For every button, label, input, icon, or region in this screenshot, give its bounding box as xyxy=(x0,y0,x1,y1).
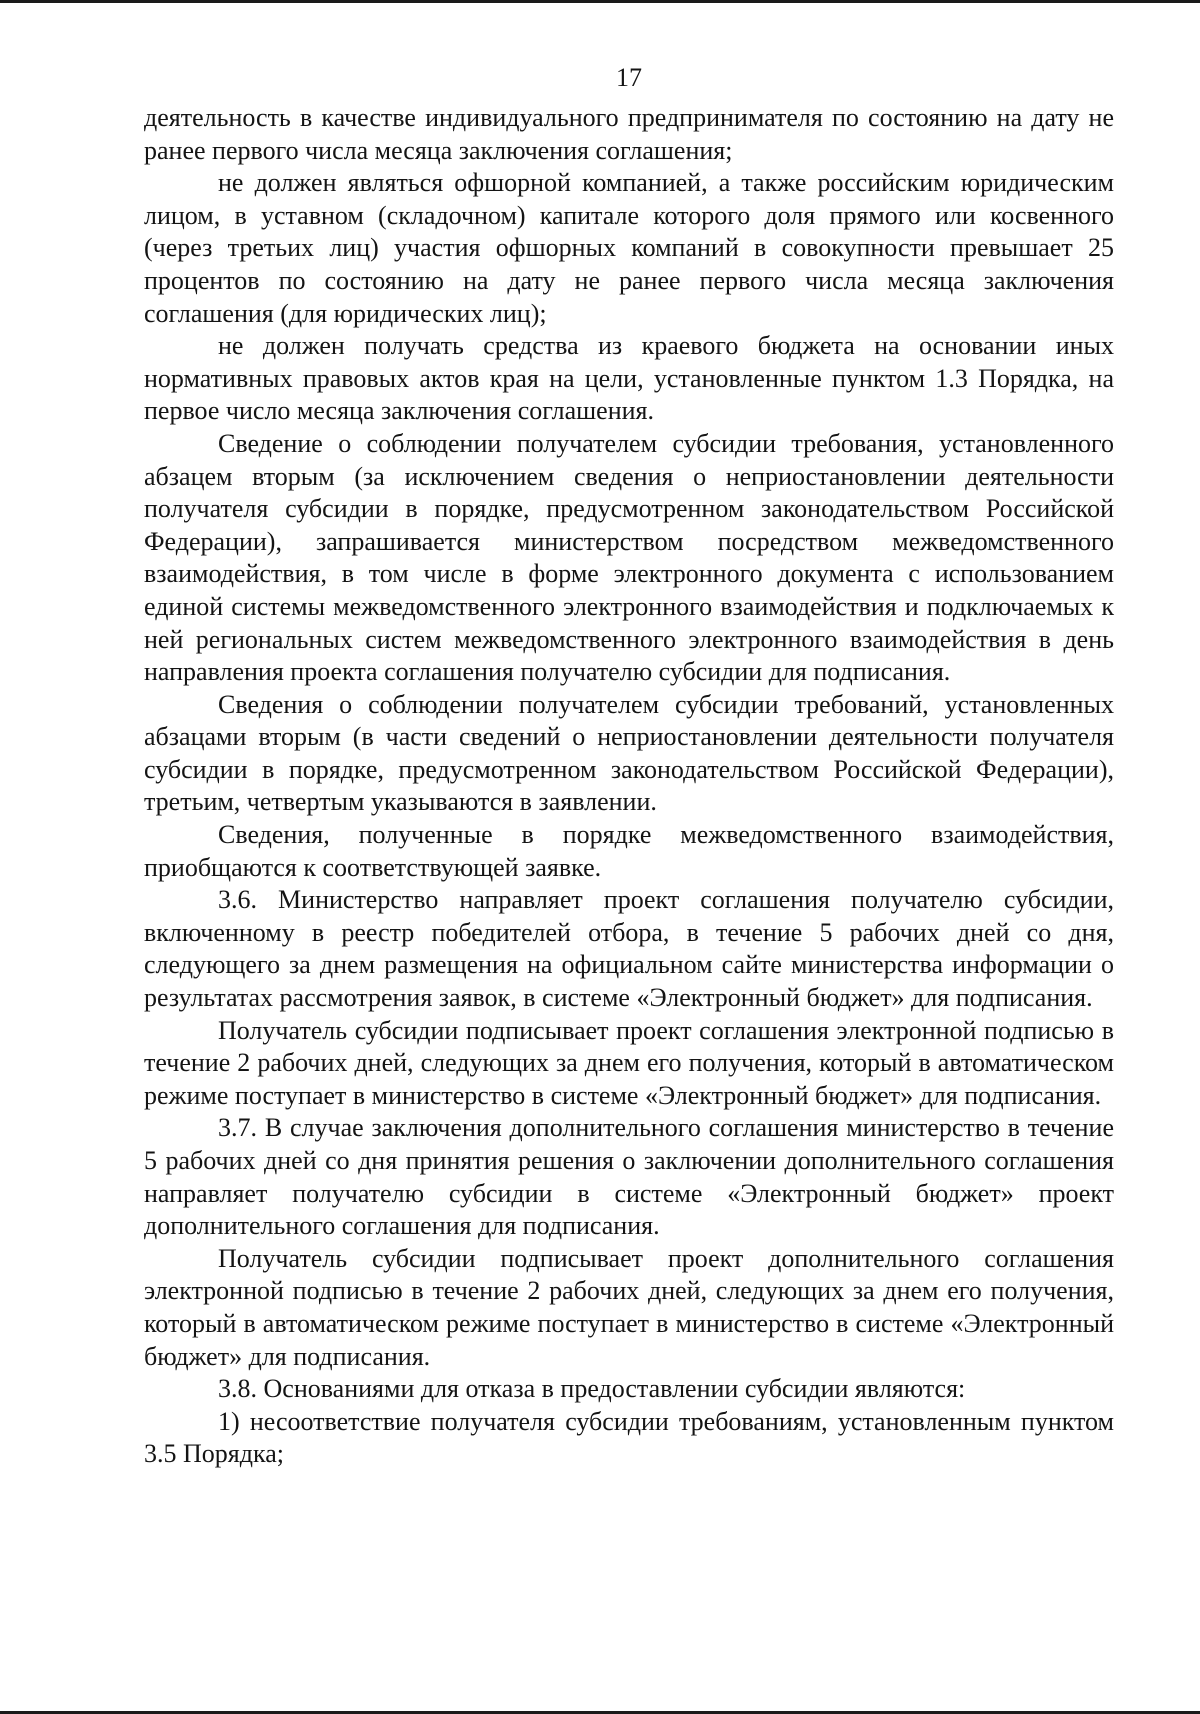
document-page xyxy=(144,62,1114,1471)
paragraph-6: Сведения, полученные в порядке межведомственного взаимодействия, приобщаются к соответствующей заявке. xyxy=(144,820,1114,882)
paragraph-1: деятельность в качестве индивидуального предпринимателя по состоянию на дату не ранее первого числа месяца заключения соглашения; xyxy=(144,103,1114,165)
paragraph-5: Сведения о соблюдении получателем субсидии требований, установленных абзацами вторым (в части сведений о неприостановлении деятельности получателя субсидии в порядке, предусмотренном законодательством Российской Федерации), третьим, четвертым указываются в заявлении. xyxy=(144,689,1114,817)
paragraph-12: 1) несоответствие получателя субсидии требованиям, установленным пунктом 3.5 Порядка; xyxy=(144,1406,1114,1469)
paragraph-7: 3.6. Министерство направляет проект соглашения получателю субсидии, включенному в реестр победителей отбора, в течение 5 рабочих дней со дня, следующего за днем размещения на официальном сайте министерства информации о результатах рассмотрения заявок, в системе «Электронный бюджет» для подписания. xyxy=(144,885,1114,1013)
paragraph-2: не должен являться офшорной компанией, а также российским юридическим лицом, в уставном (складочном) капитале которого доля прямого или косвенного (через третьих лиц) участия офшорных компаний в совокупности превышает 25 процентов по состоянию на дату не ранее первого числа месяца заключения соглашения (для юридических лиц); xyxy=(144,168,1114,328)
paragraph-4: Сведение о соблюдении получателем субсидии требования, установленного абзацем вторым (за исключением сведения о неприостановлении деятельности получателя субсидии в порядке, предусмотренном законодательством Российской Федерации), запрашивается министерством посредством межведомственного взаимодействия, в том числе в форме электронного документа с использованием единой системы межведомственного электронного взаимодействия и подключаемых к ней региональных систем межведомственного электронного взаимодействия в день направления проекта соглашения получателю субсидии для подписания. xyxy=(144,428,1114,687)
paragraph-8: Получатель субсидии подписывает проект соглашения электронной подписью в течение 2 рабочих дней, следующих за днем его получения, который в автоматическом режиме поступает в министерство в системе «Электронный бюджет» для подписания. xyxy=(144,1015,1114,1110)
paragraph-10: Получатель субсидии подписывает проект дополнительного соглашения электронной подписью в течение 2 рабочих дней, следующих за днем его получения, который в автоматическом режиме поступает в министерство в системе «Электронный бюджет» для подписания. xyxy=(144,1243,1114,1371)
paragraph-9: 3.7. В случае заключения дополнительного соглашения министерство в течение 5 рабочих дней со дня принятия решения о заключении дополнительного соглашения направляет получателю субсидии в системе «Электронный бюджет» проект дополнительного соглашения для подписания. xyxy=(144,1113,1114,1241)
page-number: 17 xyxy=(616,63,642,92)
paragraph-11: 3.8. Основаниями для отказа в предоставлении субсидии являются: xyxy=(218,1374,966,1404)
paragraph-3: не должен получать средства из краевого бюджета на основании иных нормативных правовых актов края на цели, установленные пунктом 1.3 Порядка, на первое число месяца заключения соглашения. xyxy=(144,331,1114,426)
top-border-line xyxy=(0,0,1200,3)
